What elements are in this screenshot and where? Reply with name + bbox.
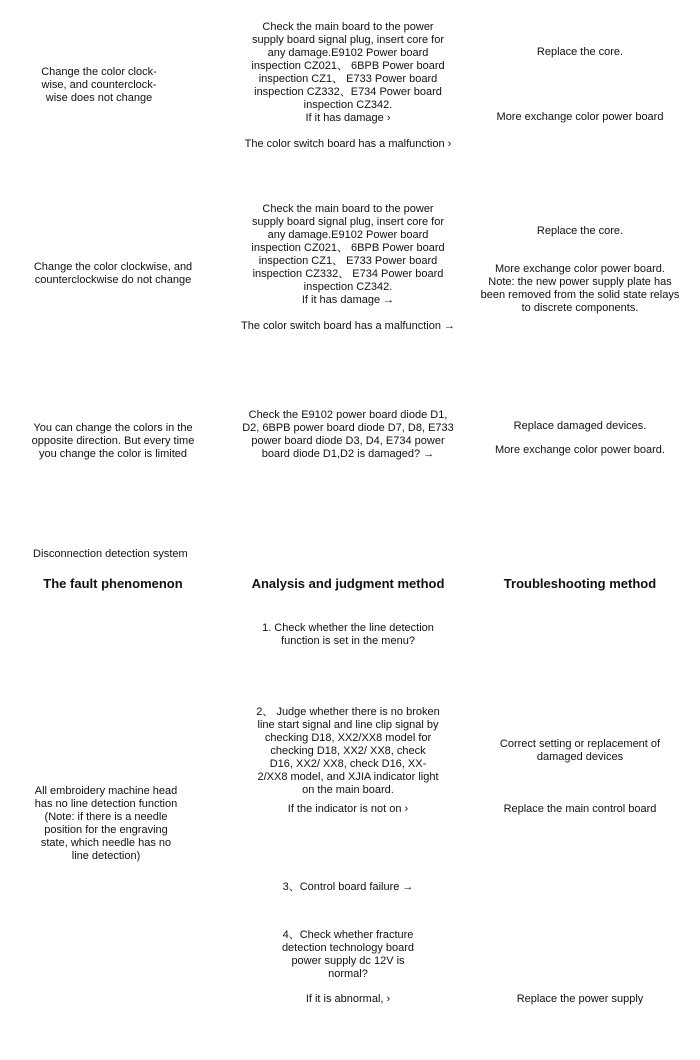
detection-remedy-setting: Correct setting or replacement of damaged devices xyxy=(499,738,661,763)
row3-phenomenon: You can change the colors in the opposite direction. But every time you change the color is limited xyxy=(31,422,195,460)
row2-switch-malfunction: The color switch board has a malfunction → xyxy=(241,320,455,332)
detection-step-2-if: If the indicator is not on › xyxy=(287,803,409,815)
row2-if-damage: If it has damage → xyxy=(301,294,395,306)
row1-phenomenon: Change the color clock- wise, and counterclock- wise does not change xyxy=(41,66,157,104)
row1-if-damage: If it has damage › xyxy=(305,112,391,124)
detection-step-4-if: If it is abnormal, › xyxy=(305,993,391,1005)
detection-remedy-power: Replace the power supply xyxy=(516,993,644,1005)
detection-step-1: 1. Check whether the line detection function is set in the menu? xyxy=(262,622,434,647)
header-troubleshooting-method: Troubleshooting method xyxy=(503,576,657,591)
header-analysis-method: Analysis and judgment method xyxy=(251,576,445,591)
detection-step-4: 4、Check whether fracture detection technology board power supply dc 12V is normal? xyxy=(281,929,415,980)
row2-remedy-2: More exchange color power board. Note: the new power supply plate has been removed from the solid state relays to discrete components. xyxy=(480,263,680,314)
detection-step-2: 2、 Judge whether there is no broken line start signal and line clip signal by checking D18, XX2/XX8 model for checking D18, XX2/ XX8, check D16, XX2/ XX8, check D16, XX- 2/XX8 model, and XJIA indicator light on the main board. xyxy=(256,706,440,796)
row3-remedy-2: More exchange color power board. xyxy=(495,444,665,456)
row2-remedy-1: Replace the core. xyxy=(536,225,624,237)
row3-remedy-1: Replace damaged devices. xyxy=(513,420,647,432)
row1-remedy-2: More exchange color power board xyxy=(496,111,664,123)
row1-remedy-1: Replace the core. xyxy=(536,46,624,58)
row2-analysis: Check the main board to the power supply board signal plug, insert core for any damage.E9102 Power board inspection CZ021、 6BPB Power board inspection CZ1、 E733 Power board inspection CZ332、 E734 Power board inspection CZ342. If it has damage → The color switch board has a malfunction → xyxy=(232,203,464,333)
row3-analysis: Check the E9102 power board diode D1, D2, 6BPB power board diode D7, D8, E733 power board diode D3, D4, E734 power board diode D1,D2 is damaged? → xyxy=(242,409,454,460)
detection-step-3: 3、Control board failure → xyxy=(282,881,414,893)
detection-phenomenon: All embroidery machine head has no line detection function (Note: if there is a needle position for the engraving state, which needle has no line detection) xyxy=(34,785,178,862)
header-fault-phenomenon: The fault phenomenon xyxy=(43,576,183,591)
row1-switch-malfunction: The color switch board has a malfunction › xyxy=(244,138,452,150)
section-title: Disconnection detection system xyxy=(33,548,188,560)
row1-analysis: Check the main board to the power supply board signal plug, insert core for any damage.E9102 Power board inspection CZ021、 6BPB Power board inspection CZ1、 E733 Power board inspection CZ332、E734 Power board inspection CZ342. If it has damage › The color switch board has a malfunction › xyxy=(232,21,464,151)
row2-phenomenon: Change the color clockwise, and counterclockwise do not change xyxy=(33,261,193,286)
detection-remedy-board: Replace the main control board xyxy=(503,803,657,815)
